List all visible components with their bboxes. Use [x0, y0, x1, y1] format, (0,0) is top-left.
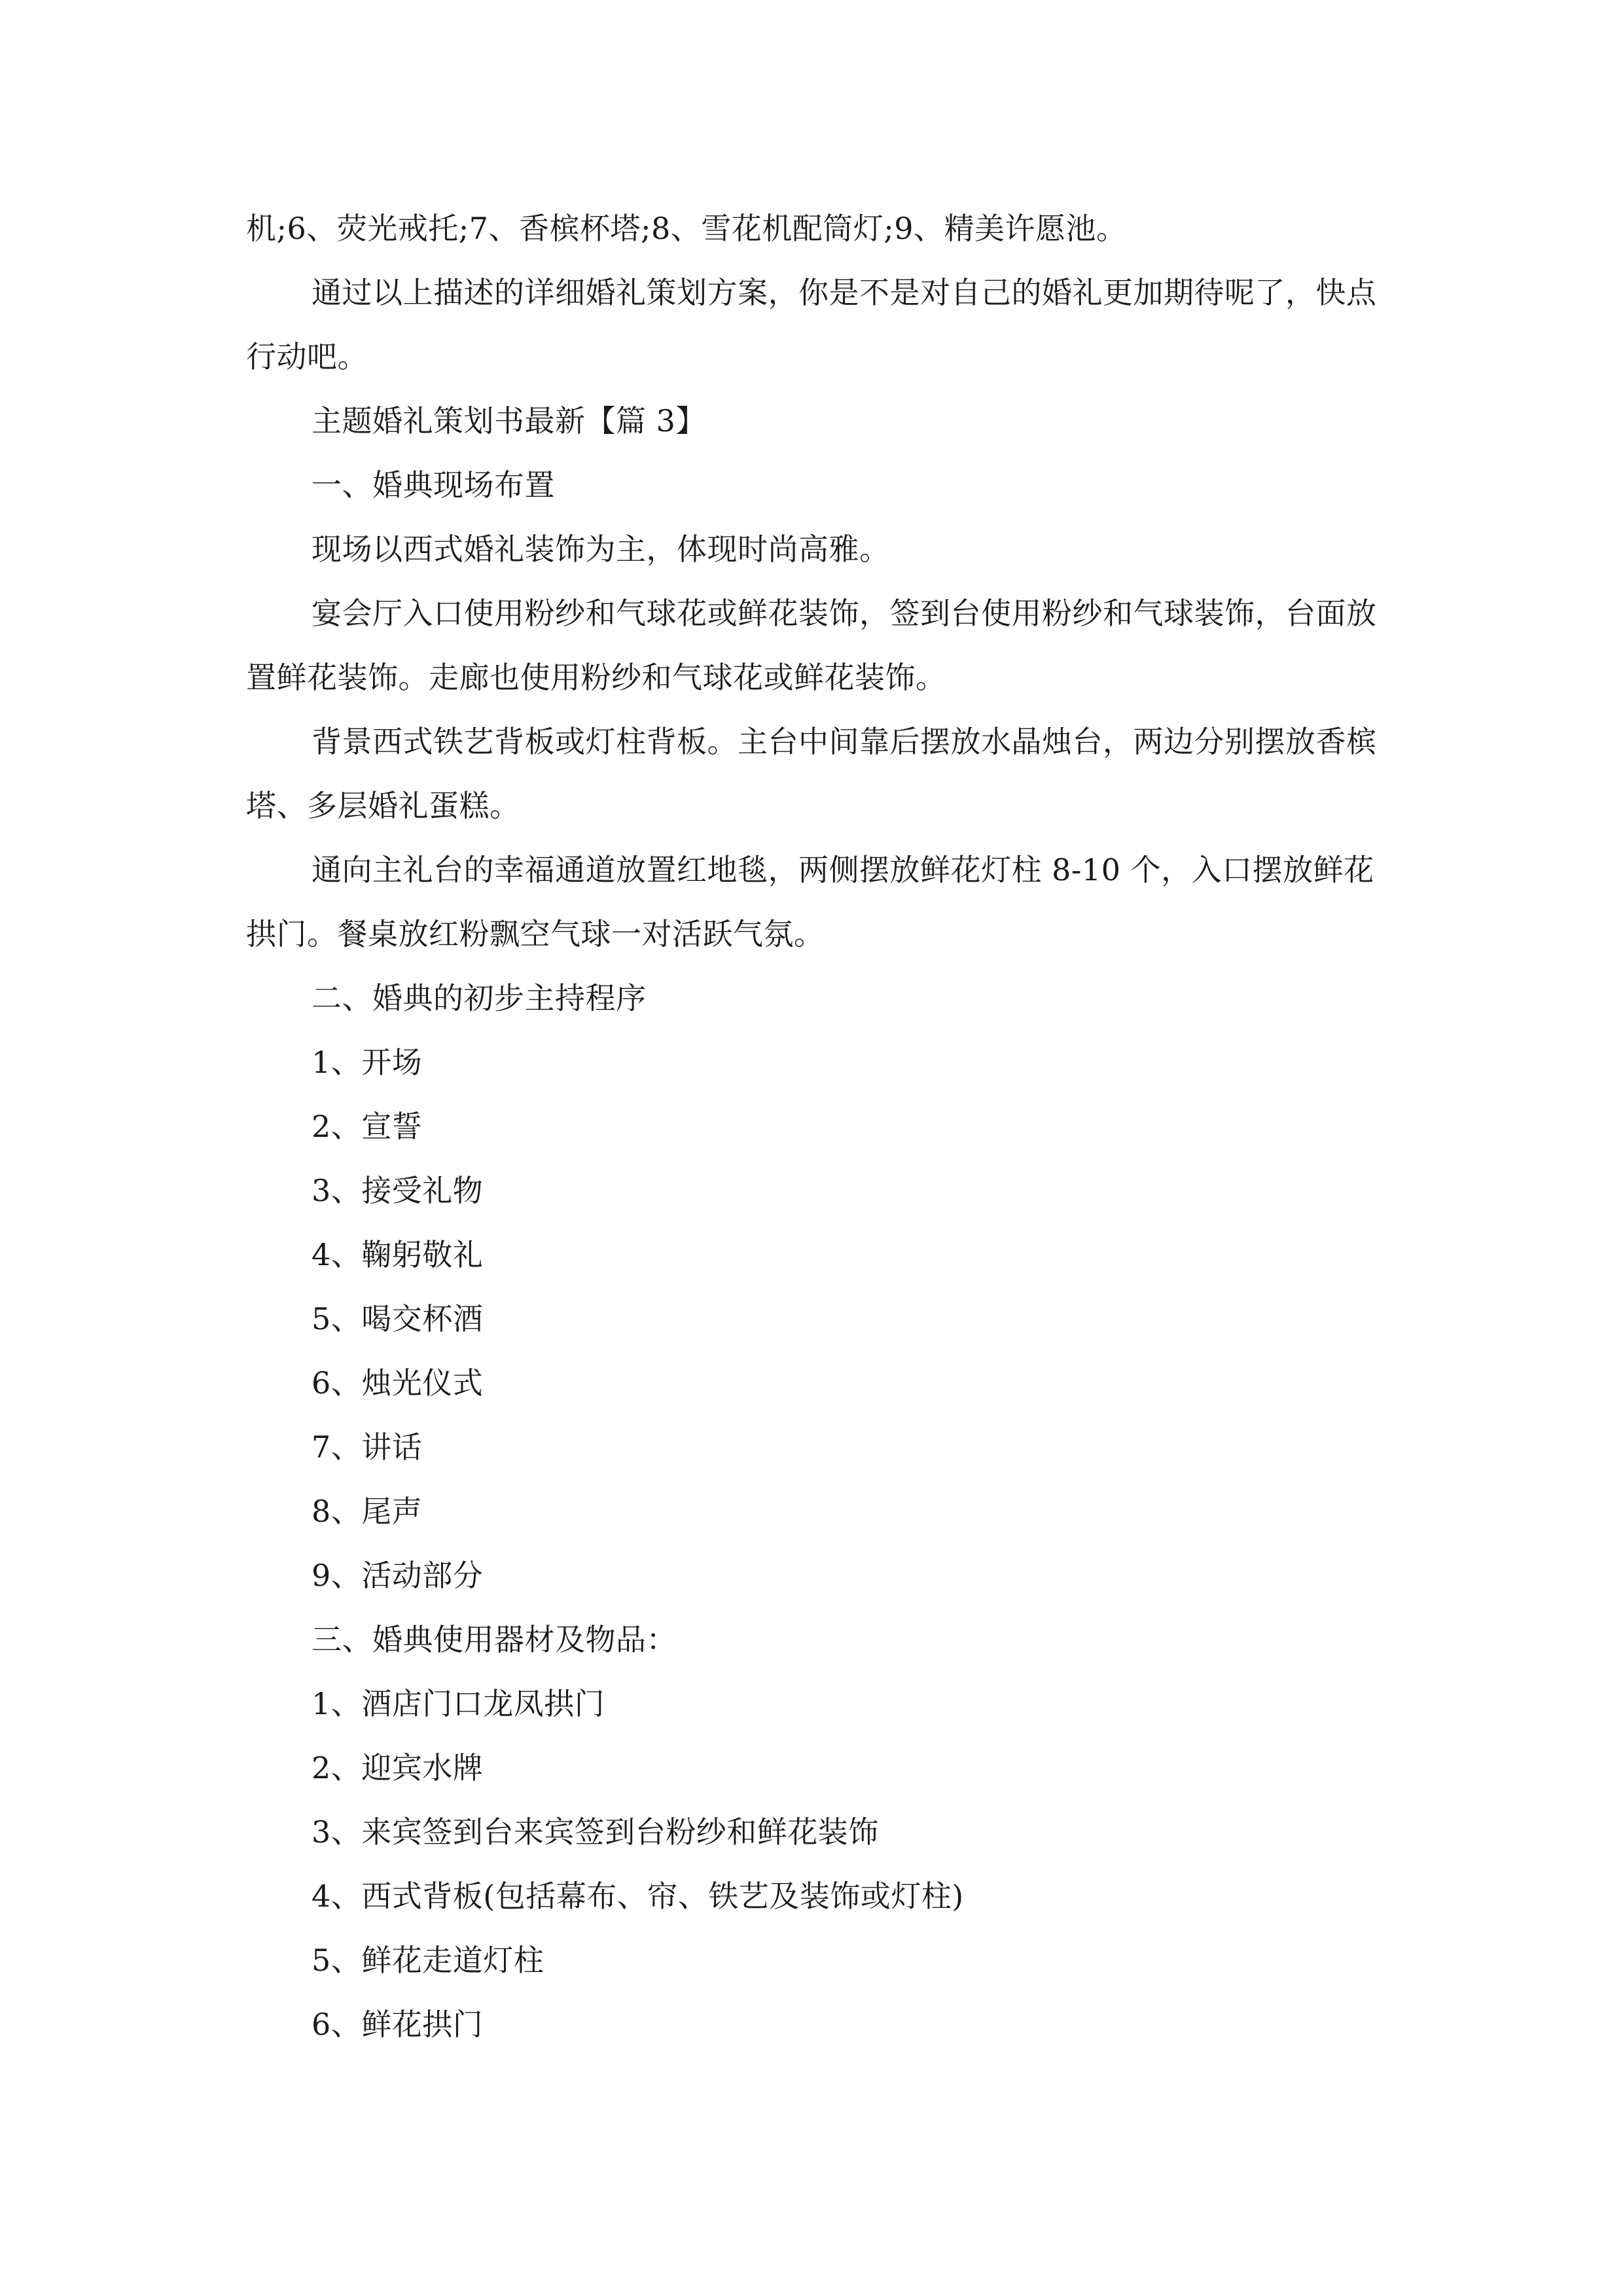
list-item: 3、来宾签到台来宾签到台粉纱和鲜花装饰	[312, 1814, 879, 1850]
list-item: 5、喝交杯酒	[312, 1301, 484, 1336]
list-item: 9、活动部分	[312, 1558, 484, 1593]
paragraph-continuation: 机;6、荧光戒托;7、香槟杯塔;8、雪花机配筒灯;9、精美许愿池。	[246, 211, 1127, 246]
paragraph-aisle: 通向主礼台的幸福通道放置红地毯，两侧摆放鲜花灯柱 8-10 个，入口摆放鲜花拱门。餐桌放红粉飘空气球一对活跃气氛。	[246, 852, 1374, 952]
heading-venue-layout: 一、婚典现场布置	[312, 467, 555, 503]
paragraph-closing-remark: 通过以上描述的详细婚礼策划方案，你是不是对自己的婚礼更加期待呢了，快点行动吧。	[246, 275, 1377, 374]
list-item: 6、烛光仪式	[312, 1365, 484, 1401]
list-item: 4、鞠躬敬礼	[312, 1237, 484, 1272]
list-item: 7、讲话	[312, 1429, 423, 1465]
list-item: 4、西式背板(包括幕布、帘、铁艺及装饰或灯柱)	[312, 1878, 964, 1914]
paragraph-venue-style: 现场以西式婚礼装饰为主，体现时尚高雅。	[312, 531, 890, 567]
list-item: 1、开场	[312, 1045, 423, 1080]
list-item: 5、鲜花走道灯柱	[312, 1943, 544, 1978]
list-item: 2、宣誓	[312, 1109, 423, 1144]
heading-ceremony-program: 二、婚典的初步主持程序	[312, 980, 647, 1016]
list-item: 3、接受礼物	[312, 1173, 484, 1208]
section-title: 主题婚礼策划书最新【篇 3】	[312, 403, 706, 439]
list-item: 6、鲜花拱门	[312, 2007, 484, 2042]
paragraph-backdrop: 背景西式铁艺背板或灯柱背板。主台中间靠后摆放水晶烛台，两边分别摆放香槟塔、多层婚礼蛋糕。	[246, 724, 1377, 823]
document-body	[246, 196, 1385, 2056]
heading-equipment: 三、婚典使用器材及物品：	[312, 1622, 677, 1657]
list-item: 1、酒店门口龙凤拱门	[312, 1686, 605, 1721]
paragraph-entrance-decor: 宴会厅入口使用粉纱和气球花或鲜花装饰，签到台使用粉纱和气球装饰，台面放置鲜花装饰。走廊也使用粉纱和气球花或鲜花装饰。	[246, 596, 1377, 695]
list-item: 2、迎宾水牌	[312, 1750, 484, 1785]
list-item: 8、尾声	[312, 1494, 423, 1529]
